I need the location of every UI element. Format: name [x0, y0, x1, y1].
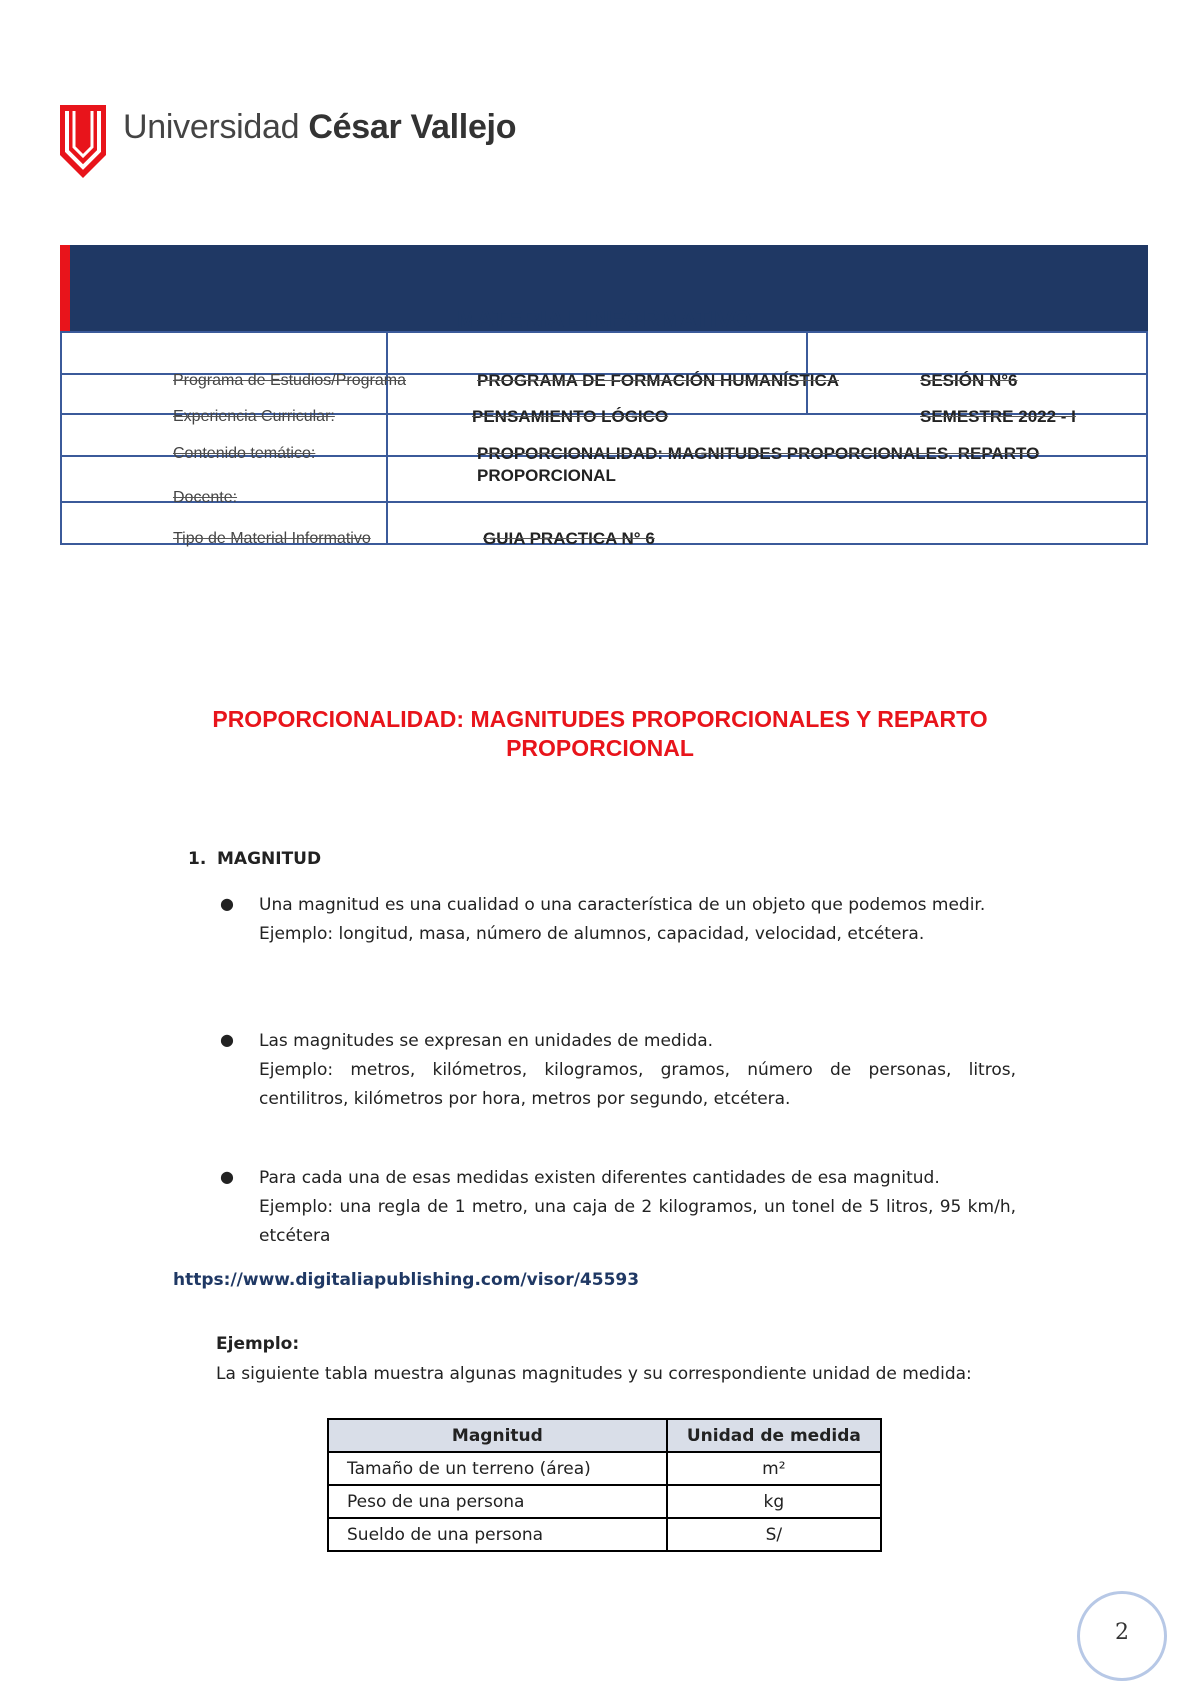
header-grid-line — [1146, 331, 1148, 545]
course-value: PENSAMIENTO LÓGICO — [472, 407, 669, 426]
example-label: Ejemplo: — [216, 1334, 300, 1354]
bullet-example: Ejemplo: longitud, masa, número de alumnos, capacidad, velocidad, etcétera. — [259, 924, 925, 944]
bullet-item — [259, 891, 1016, 949]
content-value-line1: PROPORCIONALIDAD: MAGNITUDES PROPORCIONALES. REPARTO — [477, 444, 1040, 463]
session-value: SESIÓN N°6 — [920, 371, 1018, 390]
program-value: PROGRAMA DE FORMACIÓN HUMANÍSTICA — [477, 371, 840, 390]
bullet-item — [259, 1027, 1016, 1114]
page-number: 2 — [1115, 1620, 1129, 1645]
table-cell: Tamaño de un terreno (área) — [328, 1452, 667, 1485]
material-type-label: Tipo de Material Informativo — [173, 530, 371, 547]
reference-link[interactable]: https://www.digitaliapublishing.com/visor/45593 — [173, 1270, 640, 1290]
logo-name-light: Universidad — [123, 108, 309, 146]
bullet-text: Una magnitud es una cualidad o una característica de un objeto que podemos medir. — [259, 895, 986, 915]
bullet-example: Ejemplo: metros, kilómetros, kilogramos, gramos, número de personas, litros, centilitros, kilómetros por hora, metros por segundo, etcétera. — [259, 1060, 1016, 1109]
header-title: MATERIAL INFORMATIVO — [456, 306, 752, 333]
section-heading: MAGNITUD — [217, 849, 322, 869]
material-type-value: GUIA PRACTICA N° 6 — [483, 529, 655, 548]
document-title-line2: PROPORCIONAL — [506, 735, 694, 761]
university-logo-text — [123, 108, 516, 147]
table-cell: m² — [667, 1452, 881, 1485]
course-label: Experiencia Curricular: — [173, 408, 335, 425]
teacher-label: Docente: — [173, 489, 238, 506]
table-row — [328, 1485, 881, 1518]
table-row — [328, 1452, 881, 1485]
bullet-text: Para cada una de esas medidas existen diferentes cantidades de esa magnitud. — [259, 1168, 940, 1188]
document-title-line1: PROPORCIONALIDAD: MAGNITUDES PROPORCIONALES Y REPARTO — [212, 706, 988, 732]
units-table — [327, 1418, 882, 1552]
document-title — [100, 705, 1100, 763]
section-number: 1. — [188, 849, 207, 869]
program-label: Programa de Estudios/Programa — [173, 372, 406, 389]
table-header-cell: Magnitud — [328, 1419, 667, 1452]
logo-name-bold: César Vallejo — [308, 108, 517, 146]
bullet-icon: ● — [220, 894, 234, 913]
semester-value: SEMESTRE 2022 - I — [920, 407, 1076, 426]
bullet-text: Las magnitudes se expresan en unidades de medida. — [259, 1031, 714, 1051]
table-cell: kg — [667, 1485, 881, 1518]
bullet-example: Ejemplo: una regla de 1 metro, una caja de 2 kilogramos, un tonel de 5 litros, 95 km/h, etcétera — [259, 1197, 1016, 1246]
bullet-icon: ● — [220, 1167, 234, 1186]
table-header-cell: Unidad de medida — [667, 1419, 881, 1452]
university-logo-icon — [58, 103, 108, 180]
content-label: Contenido temático: — [173, 445, 316, 462]
bullet-icon: ● — [220, 1030, 234, 1049]
content-value-line2: PROPORCIONAL — [477, 466, 616, 485]
header-grid-line — [60, 331, 62, 545]
header-grid-line — [386, 331, 388, 545]
bullet-item — [259, 1164, 1016, 1251]
table-header-row — [328, 1419, 881, 1452]
table-row — [328, 1518, 881, 1551]
example-description: La siguiente tabla muestra algunas magnitudes y su correspondiente unidad de medida: — [216, 1364, 972, 1384]
table-cell: S/ — [667, 1518, 881, 1551]
table-cell: Sueldo de una persona — [328, 1518, 667, 1551]
table-cell: Peso de una persona — [328, 1485, 667, 1518]
header-grid-line — [60, 331, 1148, 333]
